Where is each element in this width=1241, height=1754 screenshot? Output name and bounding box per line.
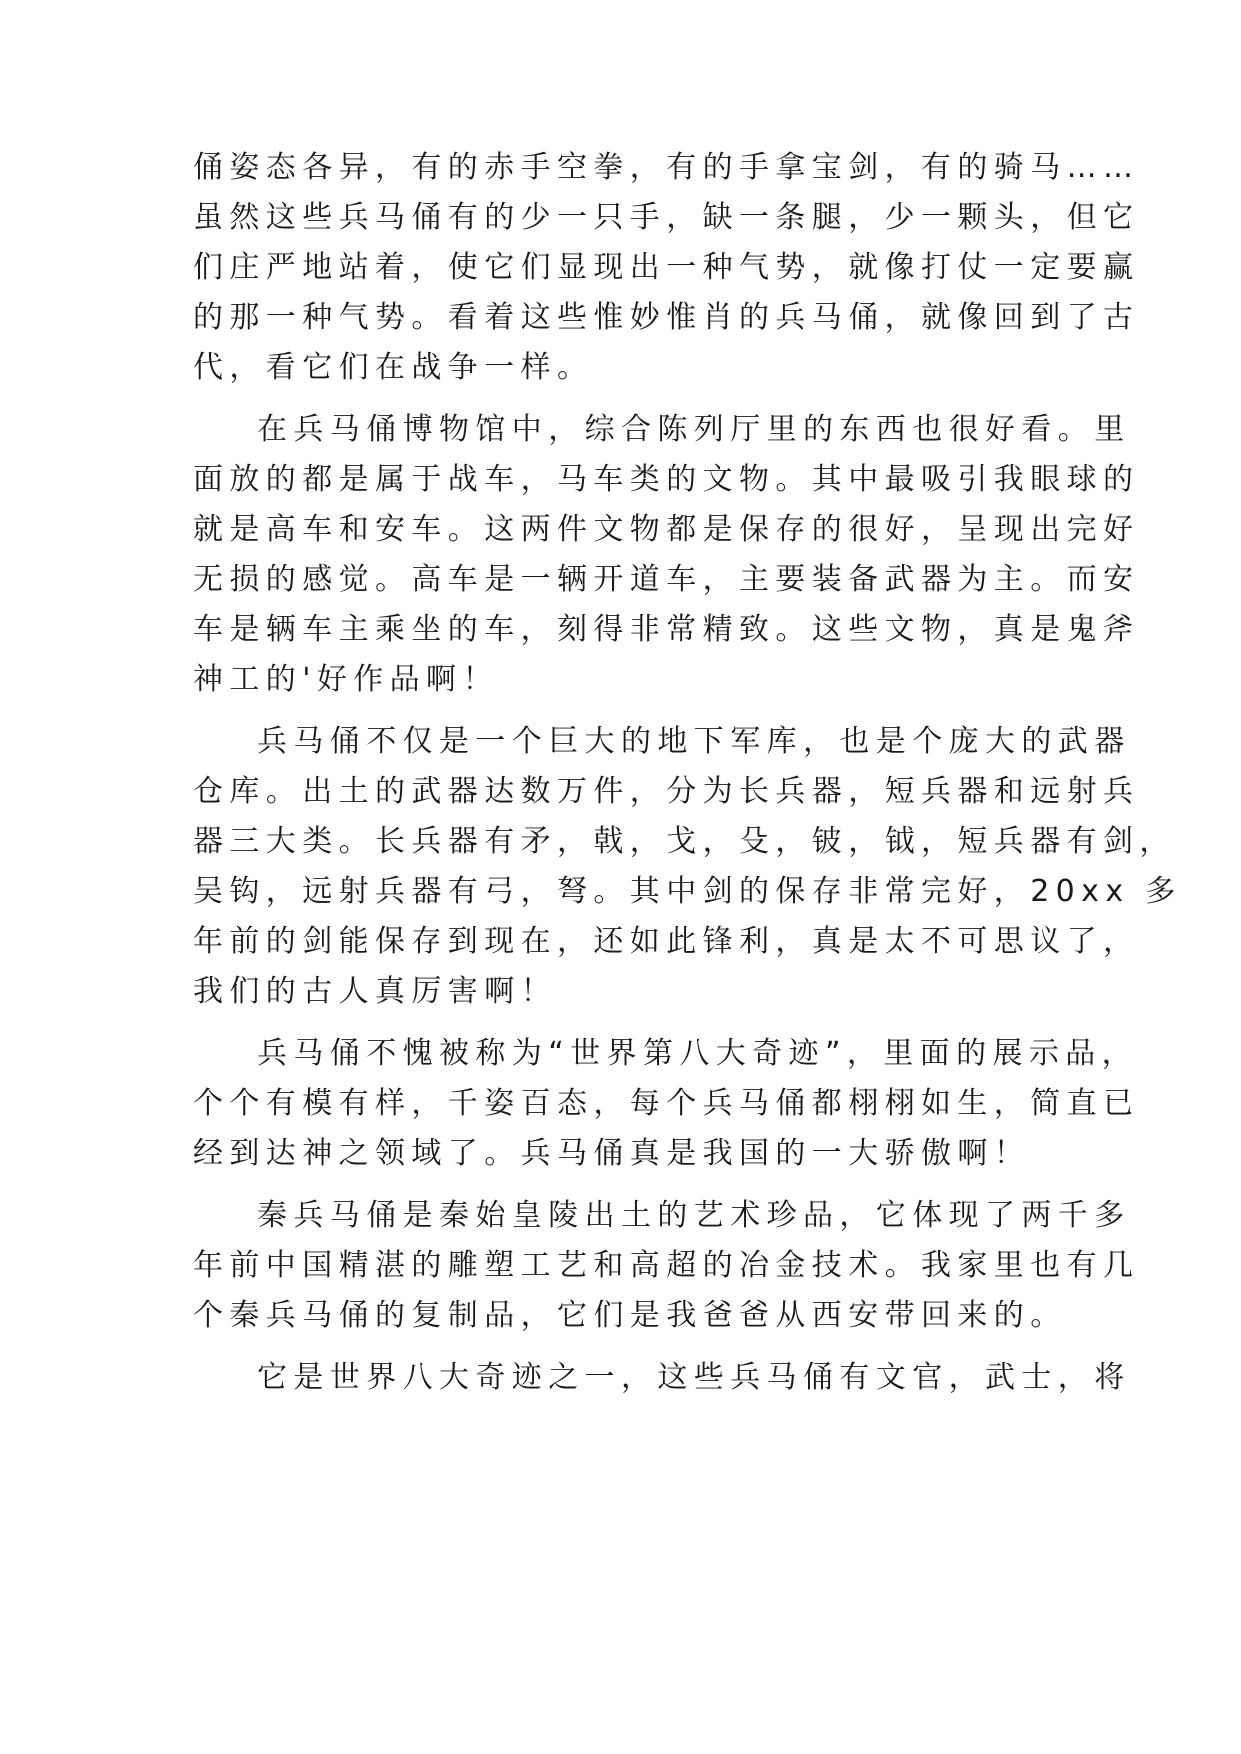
text-line: 器三大类。长兵器有矛，戟，戈，殳，铍，钺，短兵器有剑，	[193, 824, 1176, 859]
paragraph-first-line: 它是世界八大奇迹之一，这些兵马俑有文官，武士，将	[257, 1360, 1131, 1395]
paragraph-first-line: 秦兵马俑是秦始皇陵出土的艺术珍品，它体现了两千多	[257, 1198, 1131, 1233]
text-line: 我们的古人真厉害啊！	[193, 974, 557, 1009]
paragraph-first-line: 在兵马俑博物馆中，综合陈列厅里的东西也很好看。里	[257, 412, 1131, 447]
text-line: 神工的'好作品啊！	[193, 662, 499, 697]
text-line: 代，看它们在战争一样。	[193, 350, 594, 385]
text-line: 吴钩，远射兵器有弓，弩。其中剑的保存非常完好，20xx 多	[193, 874, 1182, 909]
paragraph-first-line: 兵马俑不仅是一个巨大的地下军库，也是个庞大的武器	[257, 724, 1131, 759]
text-line: 面放的都是属于战车，马车类的文物。其中最吸引我眼球的	[193, 462, 1140, 497]
text-line: 就是高车和安车。这两件文物都是保存的很好，呈现出完好	[193, 512, 1140, 547]
text-line: 们庄严地站着，使它们显现出一种气势，就像打仗一定要赢	[193, 250, 1140, 285]
text-line: 年前中国精湛的雕塑工艺和高超的冶金技术。我家里也有几	[193, 1248, 1140, 1283]
text-line: 仓库。出土的武器达数万件，分为长兵器，短兵器和远射兵	[193, 774, 1140, 809]
text-line: 俑姿态各异，有的赤手空拳，有的手拿宝剑，有的骑马……	[193, 150, 1140, 185]
text-line: 无损的感觉。高车是一辆开道车，主要装备武器为主。而安	[193, 562, 1140, 597]
text-line: 经到达神之领域了。兵马俑真是我国的一大骄傲啊！	[193, 1136, 1031, 1171]
text-line: 个个有模有样，千姿百态，每个兵马俑都栩栩如生，简直已	[193, 1086, 1140, 1121]
text-line: 车是辆车主乘坐的车，刻得非常精致。这些文物，真是鬼斧	[193, 612, 1140, 647]
text-line: 个秦兵马俑的复制品，它们是我爸爸从西安带回来的。	[193, 1298, 1067, 1333]
paragraph-first-line: 兵马俑不愧被称为“世界第八大奇迹”，里面的展示品，	[257, 1036, 1139, 1071]
text-line: 年前的剑能保存到现在，还如此锋利，真是太不可思议了，	[193, 924, 1140, 959]
text-line: 的那一种气势。看着这些惟妙惟肖的兵马俑，就像回到了古	[193, 300, 1140, 335]
text-line: 虽然这些兵马俑有的少一只手，缺一条腿，少一颗头，但它	[193, 200, 1140, 235]
